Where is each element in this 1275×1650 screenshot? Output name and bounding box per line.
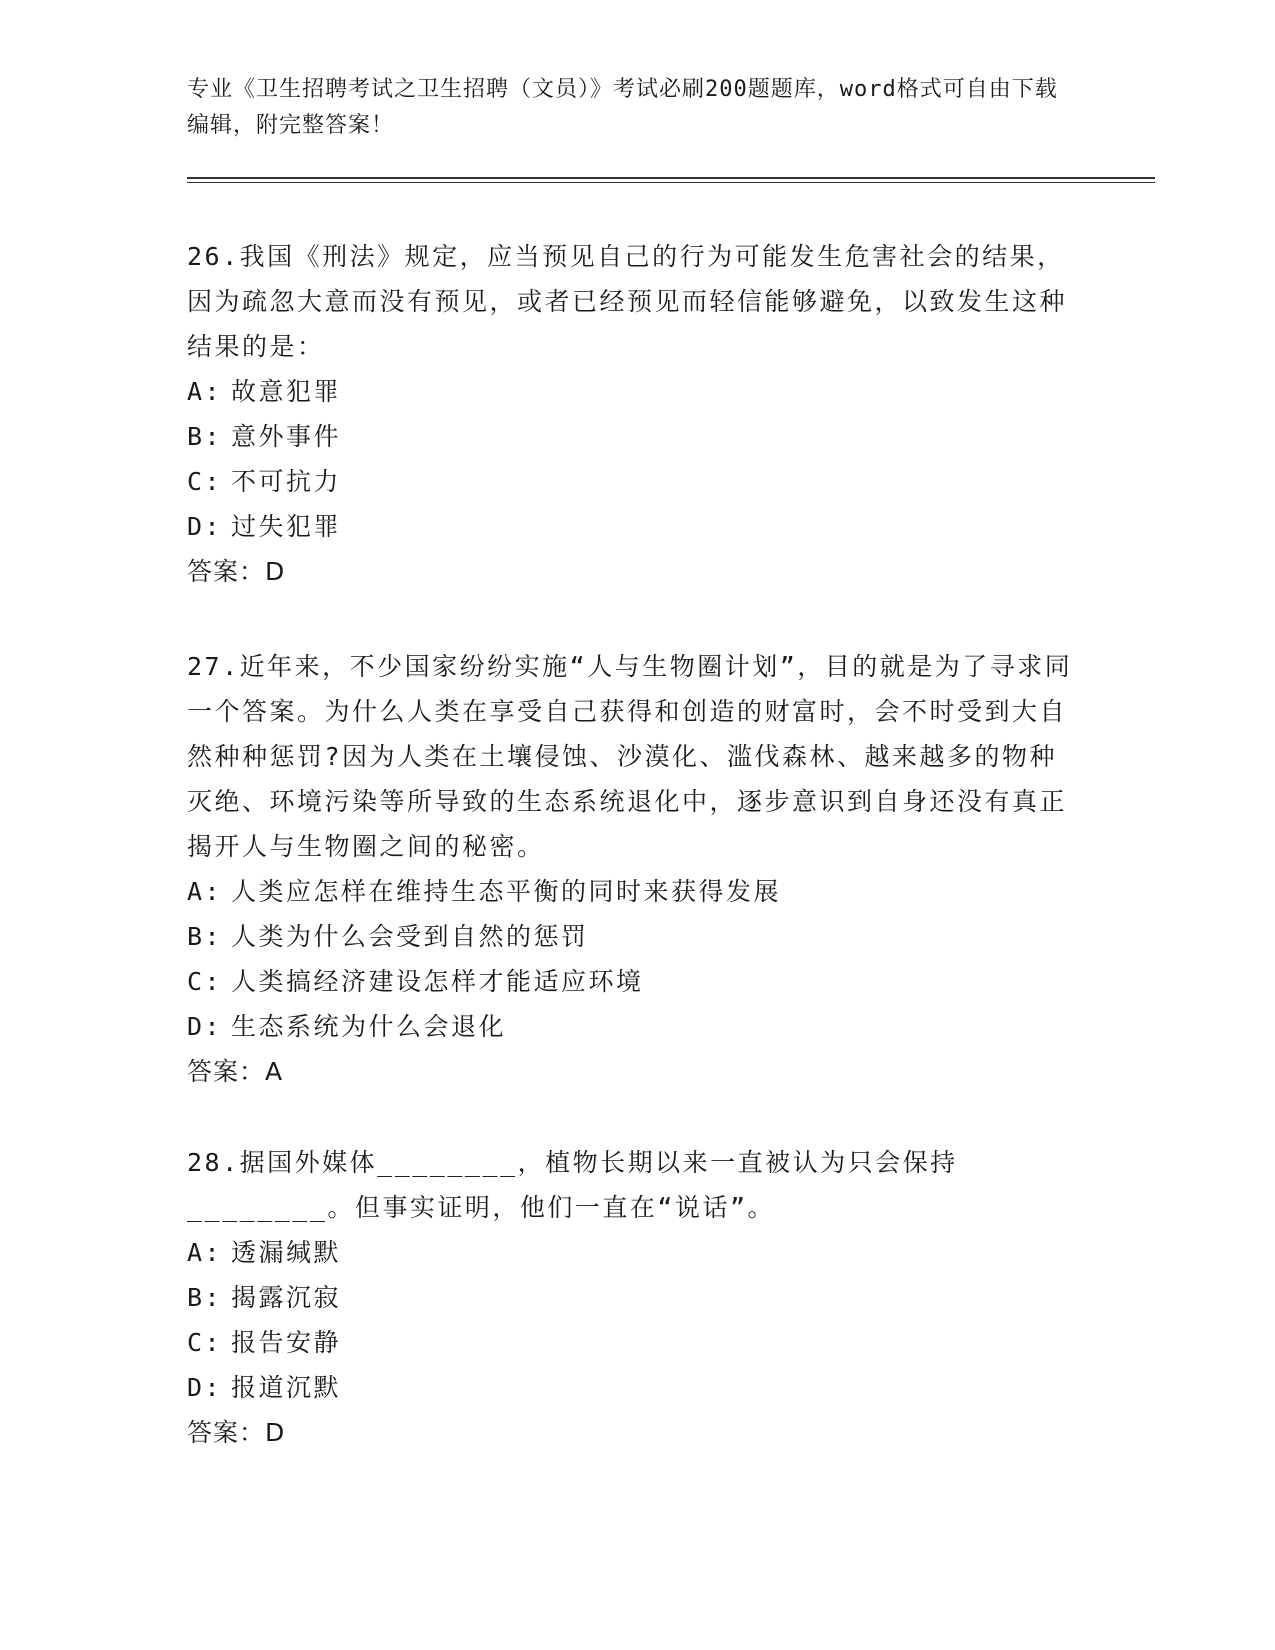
- option-key: C:: [187, 967, 223, 996]
- option-a: [187, 869, 1077, 914]
- option-text: 人类应怎样在维持生态平衡的同时来获得发展: [231, 877, 782, 906]
- option-key: B:: [187, 422, 223, 451]
- option-text: 过失犯罪: [231, 512, 342, 541]
- option-b: [187, 914, 1077, 959]
- option-key: C:: [187, 1328, 223, 1357]
- option-a: [187, 1230, 1077, 1275]
- header-divider-thin: [187, 182, 1155, 183]
- option-text: 揭露沉寂: [231, 1283, 342, 1312]
- option-c: [187, 959, 1077, 1004]
- option-text: 意外事件: [231, 422, 342, 451]
- option-text: 报道沉默: [231, 1373, 342, 1402]
- option-key: C:: [187, 467, 223, 496]
- option-b: [187, 1275, 1077, 1320]
- option-b: [187, 414, 1077, 459]
- answer-line: 答案：A: [187, 1057, 284, 1086]
- option-key: A:: [187, 377, 223, 406]
- option-text: 人类搞经济建设怎样才能适应环境: [231, 967, 644, 996]
- question-stem: 26.我国《刑法》规定，应当预见自己的行为可能发生危害社会的结果，因为疏忽大意而没有预见，或者已经预见而轻信能够避免，以致发生这种结果的是：: [187, 242, 1068, 361]
- answer-line: 答案：D: [187, 1418, 286, 1447]
- option-text: 透漏缄默: [231, 1238, 342, 1267]
- question-28: [187, 1140, 1077, 1455]
- question-stem: 27.近年来，不少国家纷纷实施“人与生物圈计划”，目的就是为了寻求同一个答案。为什么人类在享受自己获得和创造的财富时，会不时受到大自然种种惩罚?因为人类在土壤侵蚀、沙漠化、滥伐森林、越来越多的物种灭绝、环境污染等所导致的生态系统退化中，逐步意识到自身还没有真正揭开人与生物圈之间的秘密。: [187, 652, 1073, 861]
- option-key: A:: [187, 1238, 223, 1267]
- option-text: 生态系统为什么会退化: [231, 1012, 507, 1041]
- option-key: B:: [187, 922, 223, 951]
- option-d: [187, 1004, 1077, 1049]
- question-26: [187, 234, 1077, 594]
- option-text: 人类为什么会受到自然的惩罚: [231, 922, 589, 951]
- document-header: 专业《卫生招聘考试之卫生招聘（文员）》考试必刷200题题库，word格式可自由下载编辑，附完整答案！: [187, 77, 1058, 138]
- option-key: D:: [187, 512, 223, 541]
- option-d: [187, 1365, 1077, 1410]
- option-text: 报告安静: [231, 1328, 342, 1357]
- option-c: [187, 459, 1077, 504]
- option-text: 不可抗力: [231, 467, 342, 496]
- answer-line: 答案：D: [187, 557, 286, 586]
- option-d: [187, 504, 1077, 549]
- option-a: [187, 369, 1077, 414]
- option-c: [187, 1320, 1077, 1365]
- option-key: A:: [187, 877, 223, 906]
- option-text: 故意犯罪: [231, 377, 342, 406]
- question-27: [187, 644, 1077, 1094]
- option-key: D:: [187, 1012, 223, 1041]
- question-stem: 28.据国外媒体________，植物长期以来一直被认为只会保持________。但事实证明，他们一直在“说话”。: [187, 1148, 958, 1222]
- option-key: B:: [187, 1283, 223, 1312]
- option-key: D:: [187, 1373, 223, 1402]
- header-divider-thick: [187, 177, 1155, 179]
